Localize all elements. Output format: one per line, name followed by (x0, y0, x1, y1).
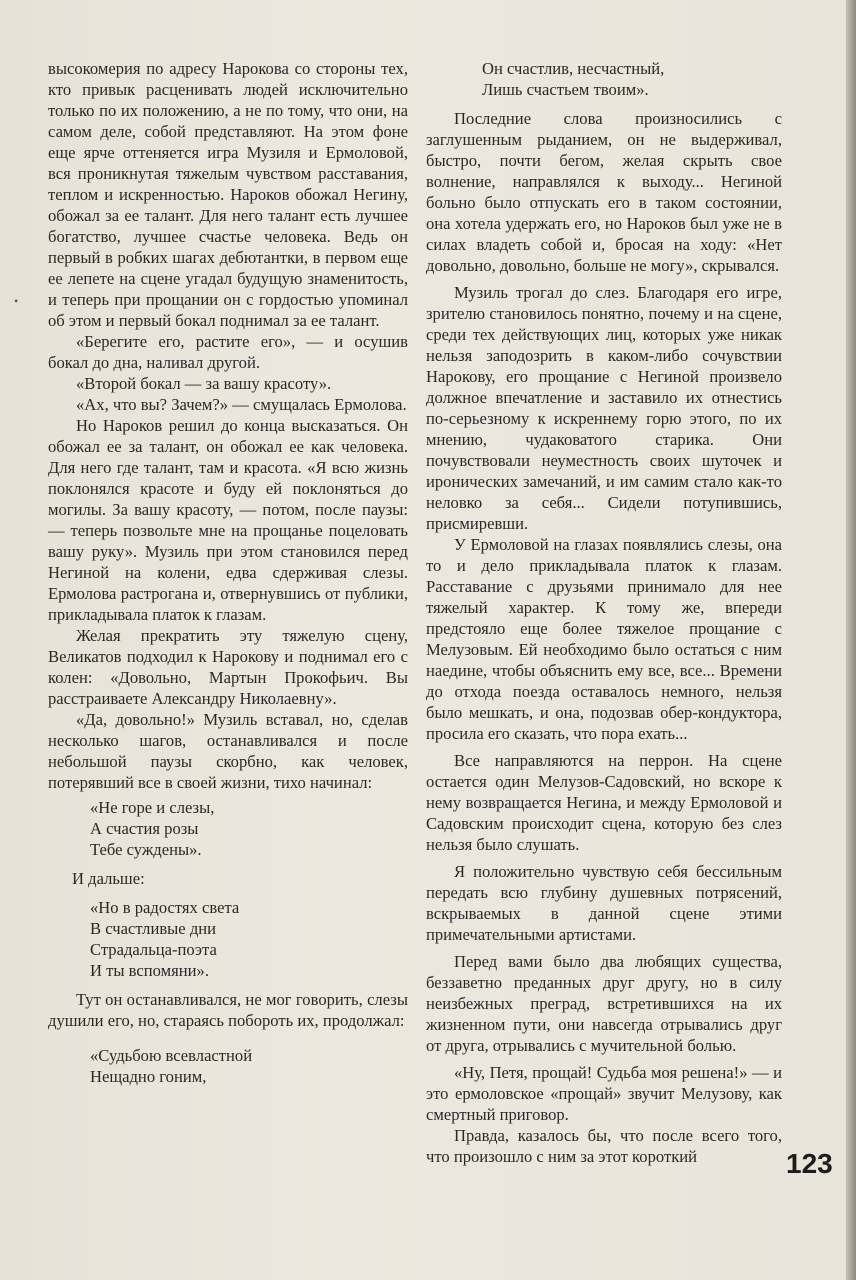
paragraph: Я положительно чувствую себя бессильным передать всю глубину душевных потрясений, вскрываемых в данной сцене этими примечательными артистами. (426, 862, 782, 944)
verse-quote (48, 797, 408, 860)
paragraph: «Берегите его, растите его», — и осушив бокал до дна, наливал другой. (48, 332, 408, 372)
paragraph: Тут он останавливался, не мог говорить, слезы душили его, но, стараясь побороть их, продолжал: (48, 990, 408, 1030)
paragraph: У Ермоловой на глазах появлялись слезы, она то и дело прикладывала платок к глазам. Расставание с друзьями принимало для нее тяжелый характер. К тому же, впереди предстояло еще более тяжелое прощание с Мелузовым. Ей необходимо было остаться с ним наедине, чтобы объяснить ему все, все... Времени до отхода поезда оставалось немного, нельзя было мешкать, и она, подозвав обер-кондуктора, просила его сказать, что пора ехать... (426, 535, 782, 743)
paragraph: «Ах, что вы? Зачем?» — смущалась Ермолова. (76, 395, 407, 414)
verse-quote (426, 58, 782, 100)
paragraph: Последние слова произносились с заглушенным рыданием, он не выдерживал, быстро, почти бегом, желая скрыть свое волнение, направлялся к выходу... Негиной больно было отпускать его в таком состоянии, она хотела удержать его, но Нароков был уже не в силах владеть собой и, бросая на ходу: «Нет довольно, довольно, больше не могу», скрывался. (426, 109, 782, 275)
paragraph: Правда, казалось бы, что после всего того, что произошло с ним за этот короткий (426, 1126, 782, 1166)
margin-dot: • (14, 294, 19, 308)
right-column (426, 58, 782, 1167)
paragraph: Перед вами было два любящих существа, беззаветно преданных друг другу, но в силу неизбежных преград, встретившихся на их жизненном пути, они навсегда отрывались друг от друга, отрывались с мучительной болью. (426, 952, 782, 1055)
paragraph: высокомерия по адресу Нарокова со стороны тех, кто привык расценивать людей исключительно только по их положению, а не по тому, что они, на самом деле, собой представляют. На этом фоне еще ярче оттеняется игра Музиля и Ермоловой, вся проникнутая тяжелым чувством расставания, теплом и искренностью. Нароков обожал Негину, обожал за ее талант. Для него талант есть лучшее богатство, лучшее счастье человека. Ведь он первый в робких шагах дебютантки, в первом еще ее лепете на сцене угадал будущую знаменитость, и теперь при прощании он с гордостью упоминал об этом и первый бокал поднимал за ее талант. (48, 59, 408, 330)
verse-quote (48, 1045, 408, 1087)
transition-line: И дальше: (72, 869, 145, 888)
paragraph: «Да, довольно!» Музиль вставал, но, сделав несколько шагов, останавливался и после небольшой паузы скорбно, как человек, потерявший все в своей жизни, тихо начинал: (48, 710, 408, 792)
verse-line: Он счастлив, несчастный, (482, 59, 665, 78)
verse-line: «Но в радостях света (90, 898, 240, 917)
verse-line: Лишь счастьем твоим». (482, 80, 649, 99)
page-edge (846, 0, 856, 1280)
paragraph: «Второй бокал — за вашу красоту». (76, 374, 332, 393)
paragraph: Музиль трогал до слез. Благодаря его игре, зрителю становилось понятно, почему и на сцене, среди тех действующих лиц, которых уже никак нельзя заподозрить в каком-либо сочувствии Нарокову, его прощание с Негиной произвело должное впечатление и заставило их отнестись по-серьезному к искреннему горю этого, по их мнению, чудаковатого старика. Они почувствовали неуместность своих шуточек и иронических замечаний, и им самим стало как-то неловко за себя... Сидели потупившись, присмиревши. (426, 283, 782, 533)
verse-line: А счастия розы (90, 819, 199, 838)
verse-line: Нещадно гоним, (90, 1067, 207, 1086)
verse-quote (48, 897, 408, 981)
verse-line: В счастливые дни (90, 919, 217, 938)
verse-line: Тебе суждены». (90, 840, 202, 859)
verse-line: И ты вспомяни». (90, 961, 209, 980)
page-number: 123 (786, 1148, 833, 1179)
paragraph: Все направляются на перрон. На сцене остается один Мелузов-Садовский, но вскоре к нему возвращается Негина, и между Ермоловой и Садовским происходит сцена, которую без слез нельзя было слушать. (426, 751, 782, 854)
verse-line: Страдальца-поэта (90, 940, 217, 959)
paragraph: «Ну, Петя, прощай! Судьба моя решена!» — и это ермоловское «прощай» звучит Мелузову, как смертный приговор. (426, 1063, 782, 1124)
verse-line: «Не горе и слезы, (90, 798, 215, 817)
paragraph: Желая прекратить эту тяжелую сцену, Великатов подходил к Нарокову и поднимал его с колен: «Довольно, Мартын Прокофьич. Вы расстраиваете Александру Николаевну». (48, 626, 408, 708)
verse-line: «Судьбою всевластной (90, 1046, 253, 1065)
left-column (48, 58, 408, 1095)
paragraph: Но Нароков решил до конца высказаться. Он обожал ее за талант, он обожал ее как человека. Для него где талант, там и красота. «Я всю жизнь поклонялся красоте и буду ей поклоняться до могилы. За вашу красоту, — потом, после паузы: — теперь позвольте мне на прощанье поцеловать вашу руку». Музиль при этом становился перед Негиной на колени, едва сдерживая слезы. Ермолова растрогана и, отвернувшись от публики, прикладывала платок к глазам. (48, 416, 408, 624)
